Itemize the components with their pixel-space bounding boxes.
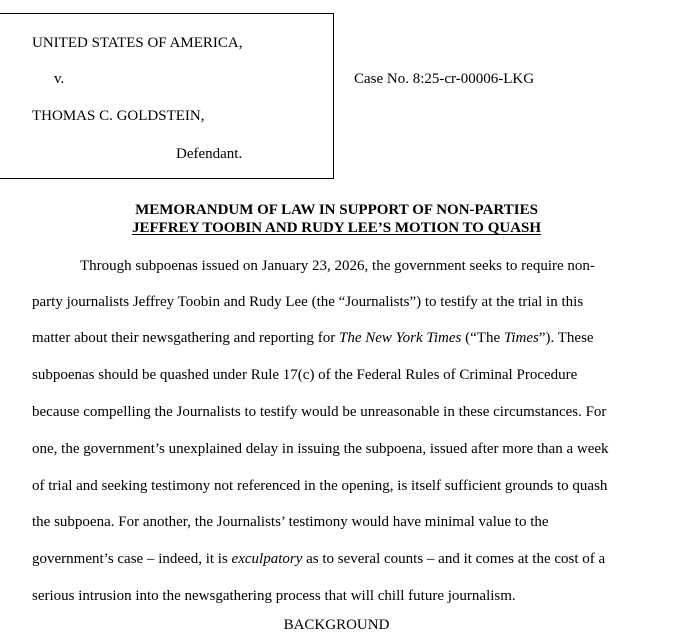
exculpatory-emphasis: exculpatory xyxy=(231,551,303,567)
body-line-10: serious intrusion into the newsgathering process that will chill future journalism. xyxy=(32,588,516,604)
body-line-7: of trial and seeking testimony not referenced in the opening, is itself sufficient grounds to quash xyxy=(32,478,608,494)
versus-label: v. xyxy=(54,71,65,87)
case-number: Case No. 8:25-cr-00006-LKG xyxy=(354,71,535,87)
body-line-9-part-a: government’s case – indeed, it is xyxy=(32,551,232,567)
body-line-8: the subpoena. For another, the Journalists’ testimony would have minimal value to the xyxy=(32,514,549,530)
publication-name: The New York Times xyxy=(338,330,462,346)
publication-short-name: Times xyxy=(503,330,539,346)
body-line-4: subpoenas should be quashed under Rule 17(c) of the Federal Rules of Criminal Procedure xyxy=(32,367,578,383)
defendant-name: THOMAS C. GOLDSTEIN, xyxy=(32,108,205,124)
body-line-6: one, the government’s unexplained delay in issuing the subpoena, issued after more than a week xyxy=(32,441,609,457)
document-title-line-2 xyxy=(0,221,673,236)
body-line-3-part-e: ”). These xyxy=(538,330,594,346)
body-line-3-part-a: matter about their newsgathering and reporting for xyxy=(32,330,339,346)
body-line-5: because compelling the Journalists to testify would be unreasonable in these circumstances. For xyxy=(32,404,607,420)
plaintiff-name: UNITED STATES OF AMERICA, xyxy=(32,35,243,51)
body-line-3 xyxy=(32,331,594,346)
body-line-9-part-c: as to several counts – and it comes at the cost of a xyxy=(302,551,606,567)
body-line-9 xyxy=(32,552,605,567)
document-title-line-2-text: JEFFREY TOOBIN AND RUDY LEE’S MOTION TO QUASH xyxy=(131,220,542,236)
body-line-2: party journalists Jeffrey Toobin and Rudy Lee (the “Journalists”) to testify at the trial in this xyxy=(32,294,584,310)
next-section-heading-partial: BACKGROUND xyxy=(283,617,390,633)
body-line-3-part-c: (“The xyxy=(461,330,504,346)
defendant-label: Defendant. xyxy=(176,146,243,162)
document-title-line-1: MEMORANDUM OF LAW IN SUPPORT OF NON-PARTIES xyxy=(135,202,538,218)
body-line-1: Through subpoenas issued on January 23, 2026, the government seeks to require non- xyxy=(80,258,595,274)
